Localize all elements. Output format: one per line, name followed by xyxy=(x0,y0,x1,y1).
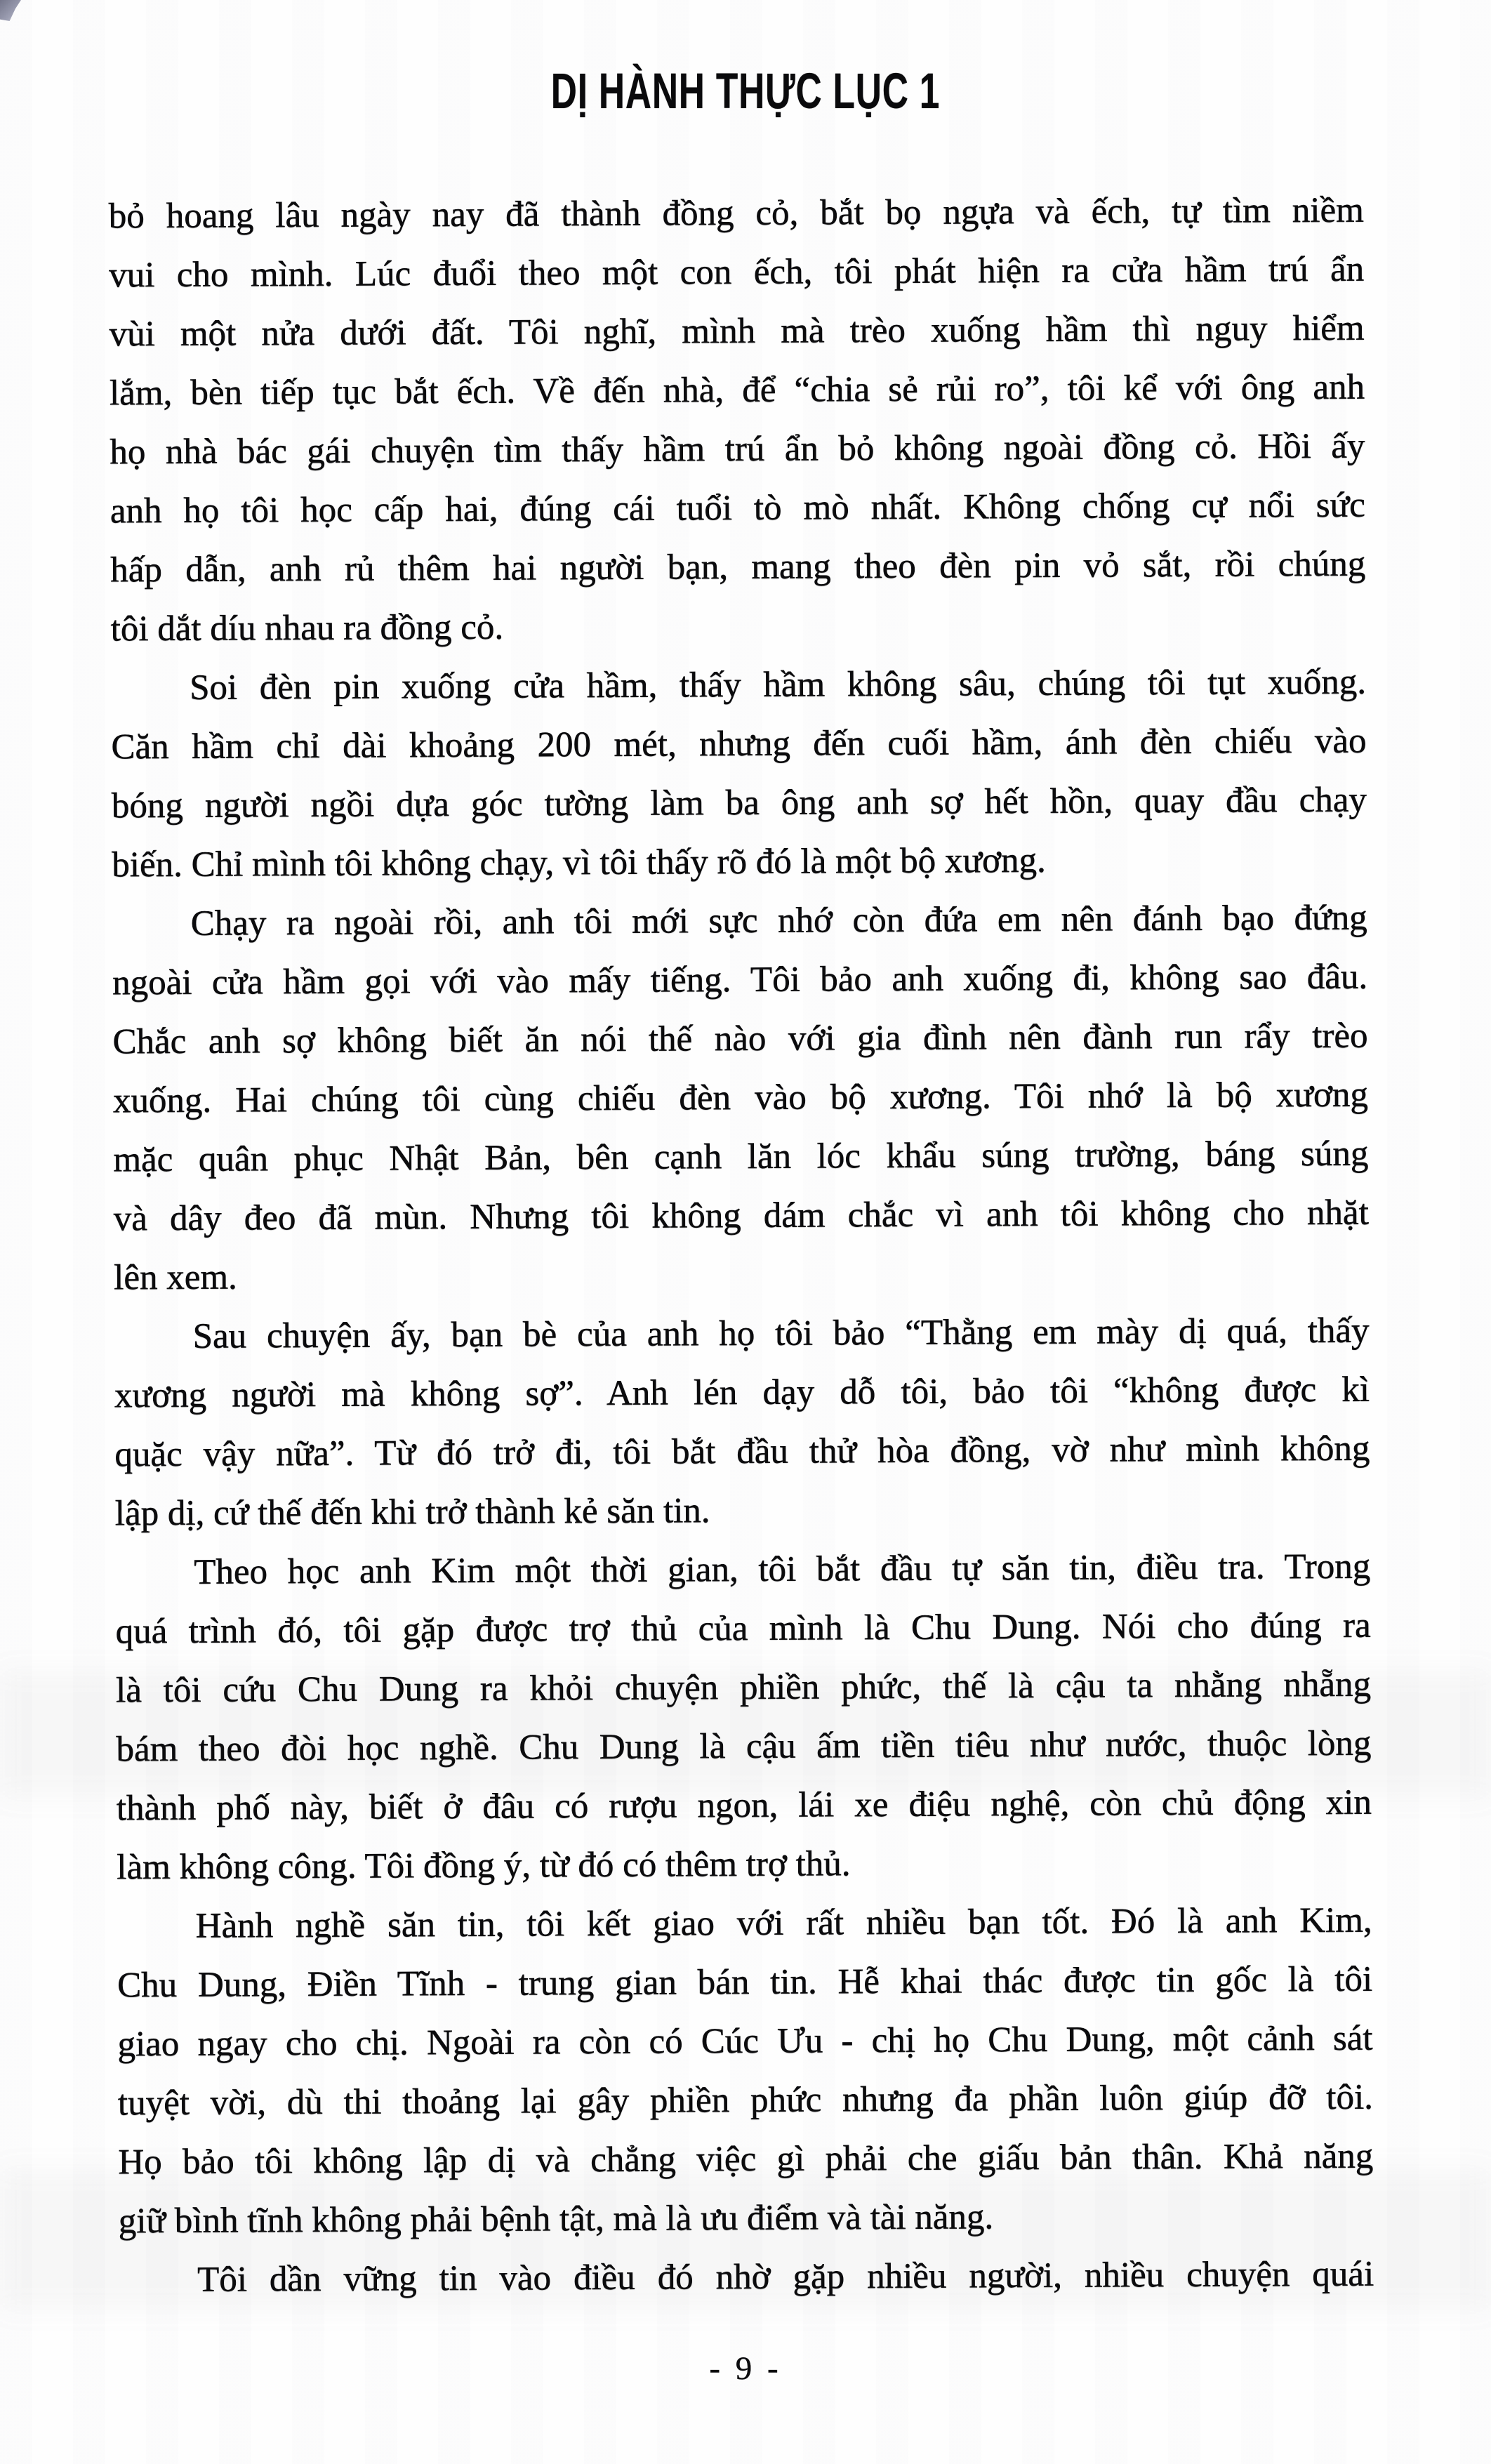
text-line: tuyệt vời, dù thi thoảng lại gây phiền phức nhưng đa phần luôn giúp đỡ tôi. xyxy=(117,2077,1374,2124)
paragraph xyxy=(117,1891,1374,2251)
text-line: lập dị, cứ thế đến khi trở thành kẻ săn tin. xyxy=(114,1491,710,1534)
text-line: Chắc anh sợ không biết ăn nói thế nào với gia đình nên đành run rẩy trèo xyxy=(112,1016,1368,1062)
text-line: là tôi cứu Chu Dung ra khỏi chuyện phiền phức, thế là cậu ta nhằng nhẵng xyxy=(115,1664,1372,1711)
text-line: quặc vậy nữa”. Từ đó trở đi, tôi bắt đầu thử hòa đồng, vờ như mình không xyxy=(114,1429,1370,1475)
body-text xyxy=(109,181,1374,2310)
text-line: hấp dẫn, anh rủ thêm hai người bạn, mang theo đèn pin vỏ sắt, rồi chúng xyxy=(110,544,1366,590)
text-line: Chu Dung, Điền Tĩnh - trung gian bán tin. Hễ khai thác được tin gốc là tôi xyxy=(117,1959,1373,2006)
paragraph xyxy=(115,1537,1372,1897)
text-line: Họ bảo tôi không lập dị và chẳng việc gì phải che giấu bản thân. Khả năng xyxy=(118,2136,1374,2183)
page-number: - 9 - xyxy=(709,2350,782,2387)
text-line: lên xem. xyxy=(114,1257,237,1298)
text-line: vui cho mình. Lúc đuổi theo một con ếch, tôi phát hiện ra cửa hầm trú ẩn xyxy=(109,249,1365,296)
text-line: anh họ tôi học cấp hai, đúng cái tuổi tò mò nhất. Không chống cự nổi sức xyxy=(110,485,1365,531)
text-line: Căn hầm chỉ dài khoảng 200 mét, nhưng đến cuối hầm, ánh đèn chiếu vào xyxy=(111,721,1367,767)
text-line: thành phố này, biết ở đâu có rượu ngon, lái xe điệu nghệ, còn chủ động xin xyxy=(116,1782,1372,1829)
paragraph xyxy=(119,2245,1374,2310)
text-line: bám theo đòi học nghề. Chu Dung là cậu ấm tiền tiêu như nước, thuộc lòng xyxy=(116,1723,1372,1770)
text-line: họ nhà bác gái chuyện tìm thấy hầm trú ẩn bỏ không ngoài đồng cỏ. Hồi ấy xyxy=(110,426,1365,472)
paragraph xyxy=(109,181,1366,659)
paragraph xyxy=(111,653,1367,895)
text-line: giữ bình tĩnh không phải bệnh tật, mà là ưu điểm và tài năng. xyxy=(118,2197,994,2241)
paragraph xyxy=(114,1301,1370,1544)
scan-corner-artifact xyxy=(0,0,24,21)
text-line: biến. Chỉ mình tôi không chạy, vì tôi thấy rõ đó là một bộ xương. xyxy=(112,840,1046,885)
text-line: Tôi dần vững tin vào điều đó nhờ gặp nhiều người, nhiều chuyện quái xyxy=(197,2254,1374,2300)
text-line: xương người mà không sợ”. Anh lén dạy dỗ tôi, bảo tôi “không được kì xyxy=(114,1370,1370,1416)
text-line: quá trình đó, tôi gặp được trợ thủ của mình là Chu Dung. Nói cho đúng ra xyxy=(115,1605,1371,1652)
text-line: Theo học anh Kim một thời gian, tôi bắt đầu tự săn tin, điều tra. Trong xyxy=(194,1546,1371,1592)
text-line: xuống. Hai chúng tôi cùng chiếu đèn vào bộ xương. Tôi nhớ là bộ xương xyxy=(112,1075,1369,1121)
text-line: Hành nghề săn tin, tôi kết giao với rất nhiều bạn tốt. Đó là anh Kim, xyxy=(195,1900,1372,1946)
text-line: Sau chuyện ấy, bạn bè của anh họ tôi bảo “Thằng em mày dị quá, thấy xyxy=(192,1311,1370,1356)
text-line: ngoài cửa hầm gọi với vào mấy tiếng. Tôi bảo anh xuống đi, không sao đâu. xyxy=(112,957,1368,1003)
text-line: tôi dắt díu nhau ra đồng cỏ. xyxy=(110,607,504,649)
text-line: bóng người ngồi dựa góc tường làm ba ông anh sợ hết hồn, quay đầu chạy xyxy=(111,780,1367,826)
text-line: giao ngay cho chị. Ngoài ra còn có Cúc Ưu - chị họ Chu Dung, một cảnh sát xyxy=(117,2018,1373,2065)
text-line: và dây đeo đã mùn. Nhưng tôi không dám chắc vì anh tôi không cho nhặt xyxy=(113,1193,1369,1239)
text-line: lắm, bèn tiếp tục bắt ếch. Về đến nhà, để “chia sẻ rủi ro”, tôi kể với ông anh xyxy=(109,367,1365,413)
text-line: làm không công. Tôi đồng ý, từ đó có thêm trợ thủ. xyxy=(117,1844,851,1888)
paragraph xyxy=(112,889,1370,1308)
chapter-title: DỊ HÀNH THỰC LỤC 1 xyxy=(550,62,941,119)
text-line: Chạy ra ngoài rồi, anh tôi mới sực nhớ còn đứa em nên đánh bạo đứng xyxy=(190,898,1367,943)
text-line: mặc quân phục Nhật Bản, bên cạnh lăn lóc khẩu súng trường, báng súng xyxy=(113,1134,1369,1180)
text-line: vùi một nửa dưới đất. Tôi nghĩ, mình mà trèo xuống hầm thì nguy hiểm xyxy=(109,308,1365,355)
text-line: Soi đèn pin xuống cửa hầm, thấy hầm không sâu, chúng tôi tụt xuống. xyxy=(189,662,1367,708)
text-line: bỏ hoang lâu ngày nay đã thành đồng cỏ, bắt bọ ngựa và ếch, tự tìm niềm xyxy=(108,190,1364,237)
